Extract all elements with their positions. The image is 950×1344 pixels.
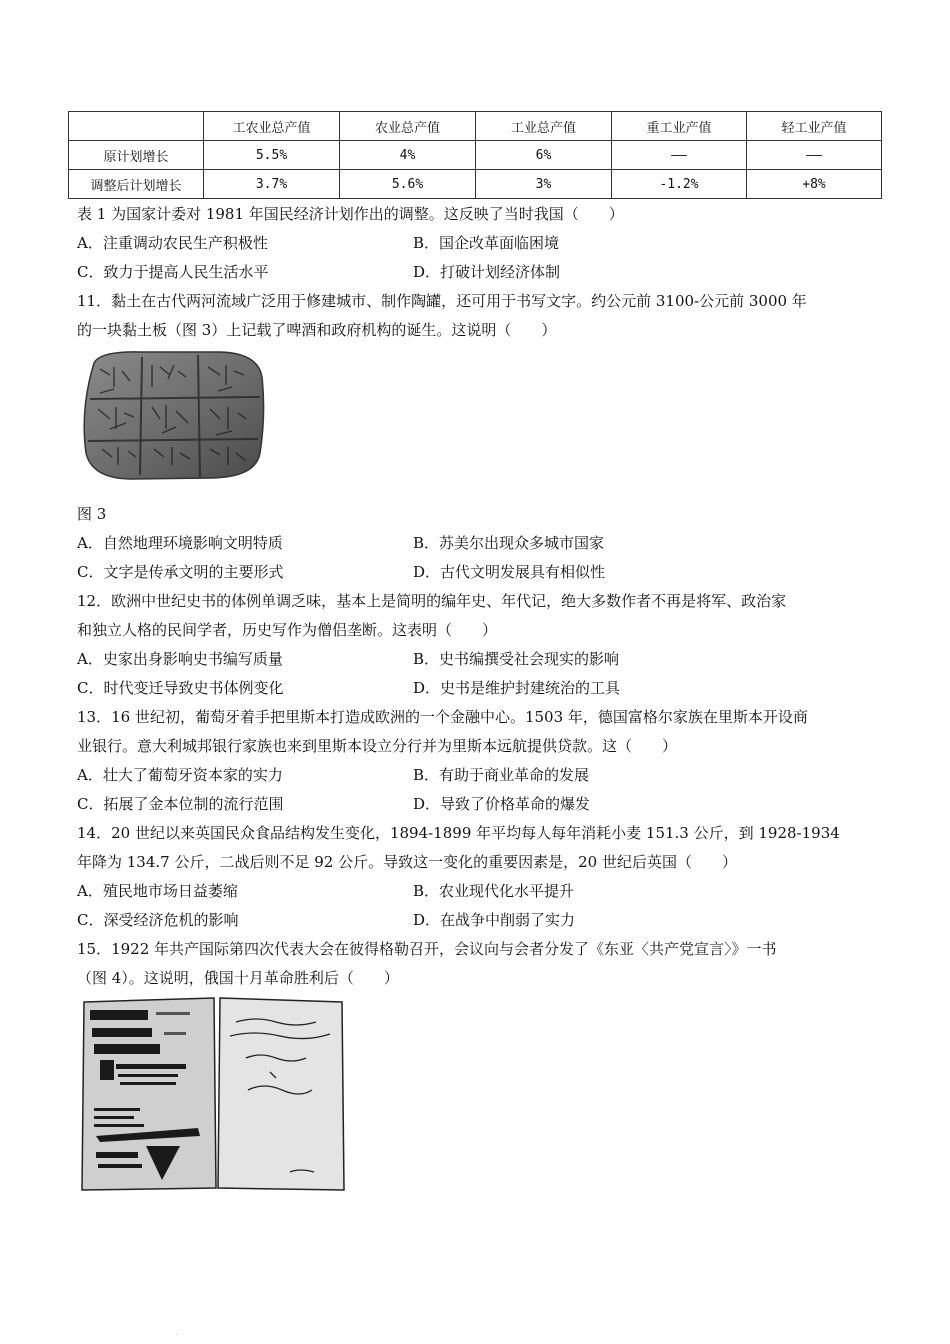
q10-stem: 表 1 为国家计委对 1981 年国民经济计划作出的调整。这反映了当时我国（ ） bbox=[77, 205, 624, 223]
q14-option-c: C．深受经济危机的影响 bbox=[77, 911, 239, 929]
table-cell: +8% bbox=[747, 170, 882, 199]
q10-option-a: A．注重调动农民生产积极性 bbox=[77, 234, 268, 252]
table-cell: 3% bbox=[476, 170, 612, 199]
q14-stem-line2: 年降为 134.7 公斤，二战后则不足 92 公斤。导致这一变化的重要因素是，20 世纪后英国（ ） bbox=[77, 853, 737, 871]
q14-option-d: D．在战争中削弱了实力 bbox=[413, 911, 576, 929]
q13-option-d: D．导致了价格革命的爆发 bbox=[413, 795, 591, 813]
table-cell: —— bbox=[747, 141, 882, 170]
table-cell: 原计划增长 bbox=[69, 141, 204, 170]
q12-option-c: C．时代变迁导致史书体例变化 bbox=[77, 679, 284, 697]
table-cell: 5.6% bbox=[340, 170, 476, 199]
q10-option-d: D．打破计划经济体制 bbox=[413, 263, 561, 281]
table-cell: —— bbox=[612, 141, 747, 170]
table-cell: 调整后计划增长 bbox=[69, 170, 204, 199]
q15-stem-line2: （图 4）。这说明，俄国十月革命胜利后（ ） bbox=[77, 969, 399, 987]
q11-stem-line1: 11．黏土在古代两河流域广泛用于修建城市、制作陶罐，还可用于书写文字。约公元前 3100-公元前 3000 年 bbox=[77, 292, 807, 310]
table-header-row bbox=[69, 112, 882, 141]
q11-option-c: C．文字是传承文明的主要形式 bbox=[77, 563, 284, 581]
table-header-cell bbox=[69, 112, 204, 141]
table-cell: 6% bbox=[476, 141, 612, 170]
q12-option-b: B．史书编撰受社会现实的影响 bbox=[413, 650, 620, 668]
table-header-cell: 农业总产值 bbox=[340, 112, 476, 141]
q13-stem-line1: 13．16 世纪初，葡萄牙着手把里斯本打造成欧洲的一个金融中心。1503 年，德国富格尔家族在里斯本开设商 bbox=[77, 708, 808, 726]
q11-stem-line2: 的一块黏土板（图 3）上记载了啤酒和政府机构的诞生。这说明（ ） bbox=[77, 321, 557, 339]
table-header-cell: 工业总产值 bbox=[476, 112, 612, 141]
q12-stem-line2: 和独立人格的民间学者，历史写作为僧侣垄断。这表明（ ） bbox=[77, 621, 498, 639]
q11-option-d: D．古代文明发展具有相似性 bbox=[413, 563, 606, 581]
q13-stem-line2: 业银行。意大利城邦银行家族也来到里斯本设立分行并为里斯本远航提供贷款。这（ ） bbox=[77, 737, 678, 755]
q11-option-b: B．苏美尔出现众多城市国家 bbox=[413, 534, 605, 552]
table-cell: -1.2% bbox=[612, 170, 747, 199]
figure-3-caption: 图 3 bbox=[77, 505, 107, 523]
q15-stem-line1: 15．1922 年共产国际第四次代表大会在彼得格勒召开，会议向与会者分发了《东亚〈共产党宣言〉》一书 bbox=[77, 940, 777, 958]
economic-plan-table bbox=[68, 111, 882, 199]
q10-option-b: B．国企改革面临困境 bbox=[413, 234, 560, 252]
q14-option-a: A．殖民地市场日益萎缩 bbox=[77, 882, 238, 900]
q13-option-c: C．拓展了金本位制的流行范围 bbox=[77, 795, 284, 813]
q11-option-a: A．自然地理环境影响文明特质 bbox=[77, 534, 283, 552]
table-cell: 4% bbox=[340, 141, 476, 170]
q14-stem-line1: 14．20 世纪以来英国民众食品结构发生变化，1894-1899 年平均每人每年消耗小麦 151.3 公斤，到 1928-1934 bbox=[77, 824, 840, 842]
clay-tablet-image bbox=[80, 349, 266, 481]
q12-option-d: D．史书是维护封建统治的工具 bbox=[413, 679, 621, 697]
table-row bbox=[69, 170, 882, 199]
table-header-cell: 工农业总产值 bbox=[204, 112, 340, 141]
q13-option-a: A．壮大了葡萄牙资本家的实力 bbox=[77, 766, 283, 784]
table-cell: 3.7% bbox=[204, 170, 340, 199]
table-cell: 5.5% bbox=[204, 141, 340, 170]
page-mark: . bbox=[176, 1330, 178, 1337]
q12-stem-line1: 12．欧洲中世纪史书的体例单调乏味，基本上是简明的编年史、年代记，绝大多数作者不再是将军、政治家 bbox=[77, 592, 787, 610]
q10-option-c: C．致力于提高人民生活水平 bbox=[77, 263, 269, 281]
table-header-cell: 轻工业产值 bbox=[747, 112, 882, 141]
q13-option-b: B．有助于商业革命的发展 bbox=[413, 766, 590, 784]
manifesto-book-image bbox=[80, 996, 346, 1192]
table-row bbox=[69, 141, 882, 170]
table-header-cell: 重工业产值 bbox=[612, 112, 747, 141]
q12-option-a: A．史家出身影响史书编写质量 bbox=[77, 650, 283, 668]
q14-option-b: B．农业现代化水平提升 bbox=[413, 882, 575, 900]
